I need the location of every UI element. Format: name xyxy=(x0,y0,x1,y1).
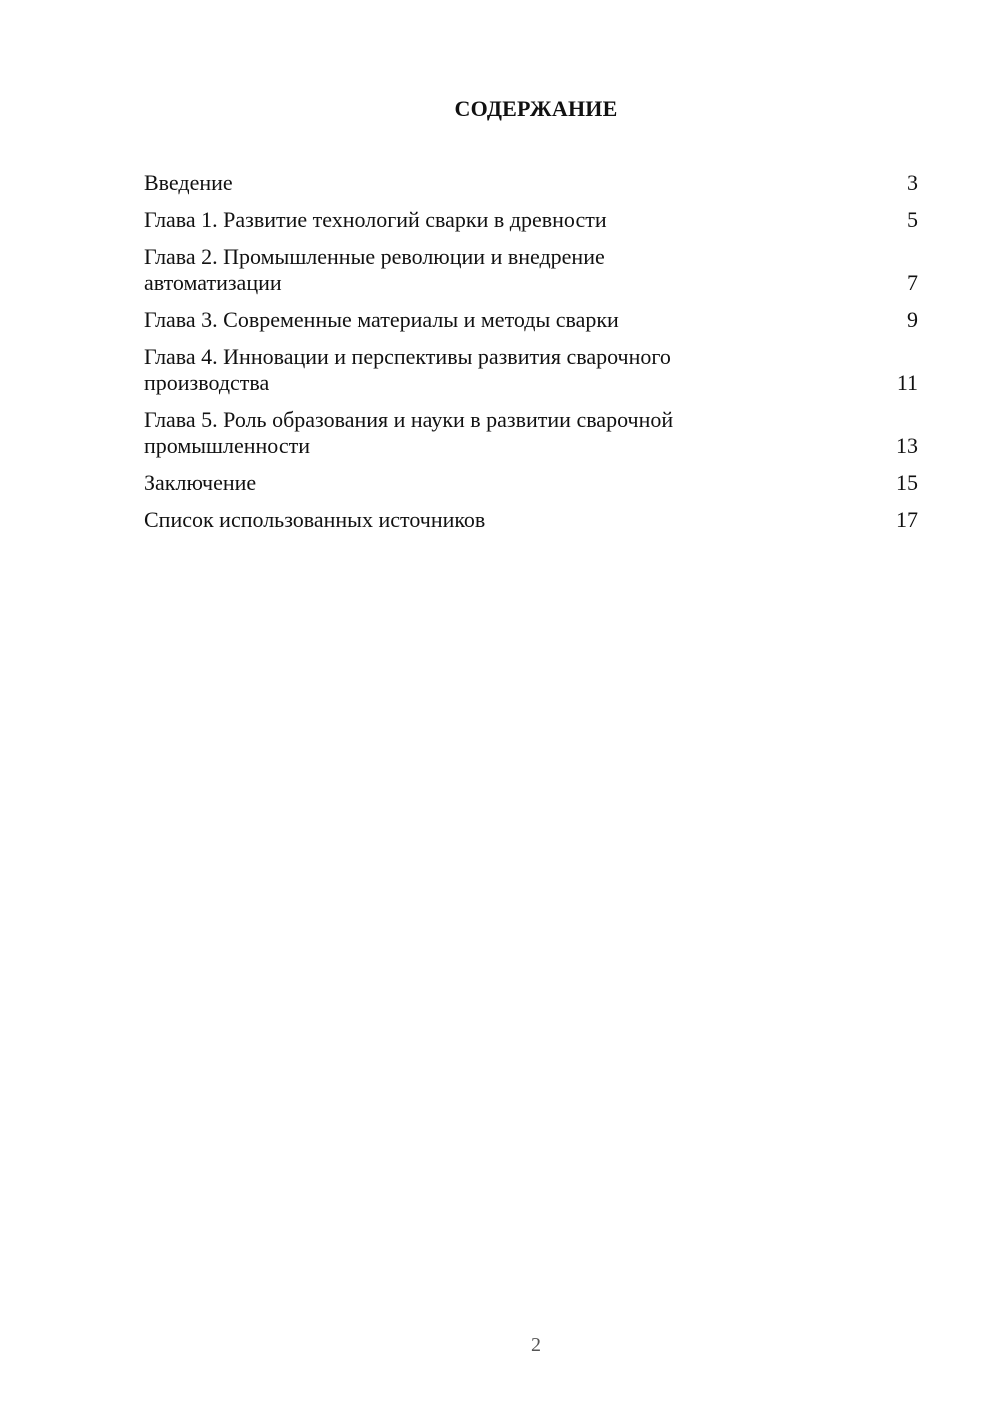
page-number: 2 xyxy=(531,1334,541,1356)
toc-entry-page: 17 xyxy=(896,507,918,532)
toc-entry-page: 3 xyxy=(907,170,918,195)
toc-entry-introduction xyxy=(144,170,918,196)
page-title: СОДЕРЖАНИЕ xyxy=(454,96,618,121)
toc-entry-text: Глава 5. Роль образования и науки в развитии сварочной промышленности xyxy=(144,407,674,458)
toc-entry-text: Глава 1. Развитие технологий сварки в древности xyxy=(144,207,607,232)
toc-entry-page: 9 xyxy=(907,307,918,332)
toc-entry-text: Список использованных источников xyxy=(144,507,486,532)
toc-entry-references xyxy=(144,507,918,533)
toc-entry-text: Глава 2. Промышленные революции и внедрение автоматизации xyxy=(144,244,605,295)
toc-entry-chapter-1 xyxy=(144,207,918,233)
toc-entry-text: Введение xyxy=(144,170,233,195)
toc-entry-page: 13 xyxy=(896,433,918,458)
table-of-contents xyxy=(144,170,918,544)
toc-entry-chapter-2 xyxy=(144,244,918,296)
toc-entry-conclusion xyxy=(144,470,918,496)
toc-entry-text: Глава 4. Инновации и перспективы развития сварочного производства xyxy=(144,344,671,395)
toc-entry-chapter-3 xyxy=(144,307,918,333)
toc-entry-page: 7 xyxy=(907,270,918,295)
toc-entry-text: Заключение xyxy=(144,470,257,495)
toc-entry-page: 15 xyxy=(896,470,918,495)
toc-entry-chapter-4 xyxy=(144,344,918,396)
toc-entry-page: 11 xyxy=(896,370,918,395)
toc-entry-text: Глава 3. Современные материалы и методы сварки xyxy=(144,307,619,332)
toc-entry-page: 5 xyxy=(907,207,918,232)
toc-entry-chapter-5 xyxy=(144,407,918,459)
